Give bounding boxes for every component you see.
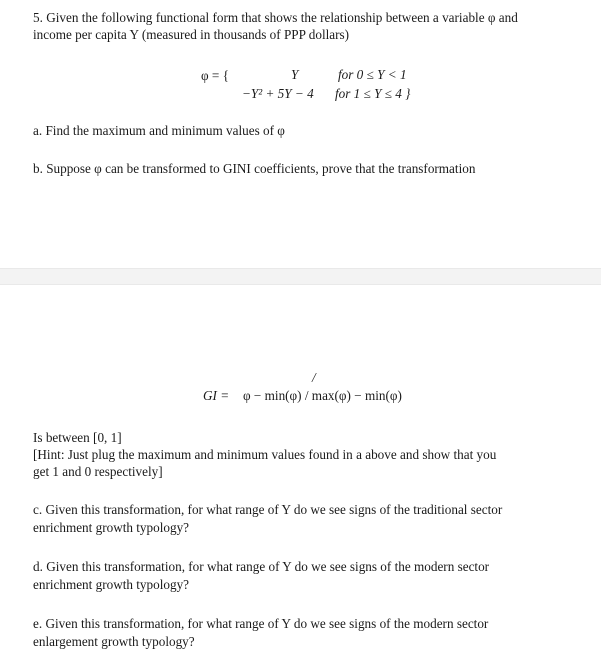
- part-c-line-1: c. Given this transformation, for what range of Y do we see signs of the traditional sector: [33, 502, 503, 517]
- part-e-line-2: enlargement growth typology?: [33, 634, 195, 649]
- part-a: a. Find the maximum and minimum values of φ: [33, 123, 285, 138]
- part-d-line-1: d. Given this transformation, for what range of Y do we see signs of the modern sector: [33, 559, 490, 574]
- part-e-line-1: e. Given this transformation, for what range of Y do we see signs of the modern sector: [33, 616, 489, 631]
- piecewise-cond-1: for 0 ≤ Y < 1: [338, 67, 407, 82]
- hint-line-1: [Hint: Just plug the maximum and minimum values found in a above and show that you: [33, 447, 497, 462]
- formula-fraction-slash: /: [312, 370, 316, 385]
- formula-lhs: GI =: [203, 388, 230, 403]
- piecewise-lhs: φ = {: [201, 68, 229, 83]
- part-d-line-2: enrichment growth typology?: [33, 577, 190, 592]
- question-line-1: 5. Given the following functional form that shows the relationship between a variable φ and: [33, 10, 518, 25]
- page-divider: [0, 268, 601, 285]
- between-statement: Is between [0, 1]: [33, 430, 122, 445]
- hint-line-2: get 1 and 0 respectively]: [33, 464, 163, 479]
- part-b: b. Suppose φ can be transformed to GINI coefficients, prove that the transformation: [33, 161, 476, 176]
- piecewise-cond-2: for 1 ≤ Y ≤ 4 }: [335, 86, 411, 101]
- question-line-2: income per capita Y (measured in thousands of PPP dollars): [33, 27, 350, 42]
- piecewise-expr-2: −Y² + 5Y − 4: [242, 86, 314, 101]
- piecewise-expr-1: Y: [291, 67, 299, 82]
- formula-rhs: φ − min(φ) / max(φ) − min(φ): [243, 388, 402, 403]
- part-c-line-2: enrichment growth typology?: [33, 520, 190, 535]
